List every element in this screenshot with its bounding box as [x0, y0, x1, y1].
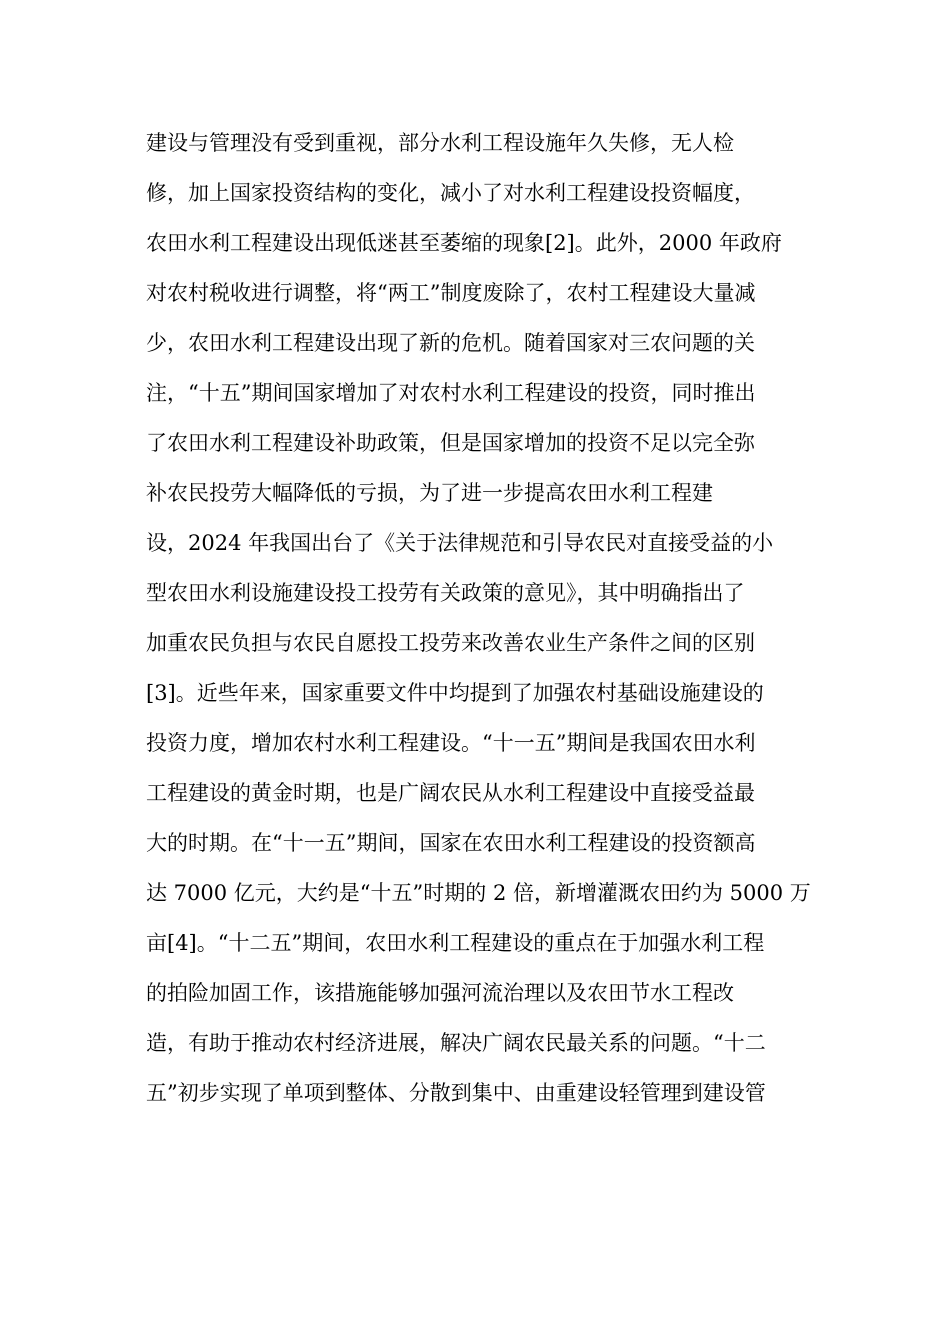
- text-line: 的拍险加固工作，该措施能够加强河流治理以及农田节水工程改: [146, 981, 734, 1005]
- text-line: 补农民投劳大幅降低的亏损，为了进一步提高农田水利工程建: [146, 481, 713, 505]
- text-line: 工程建设的黄金时期，也是广阔农民从水利工程建设中直接受益最: [146, 781, 755, 805]
- text-line: 建设与管理没有受到重视，部分水利工程设施年久失修，无人检: [146, 131, 734, 155]
- text-line: 设，2024 年我国出台了《关于法律规范和引导农民对直接受益的小: [146, 531, 774, 555]
- text-line: 农田水利工程建设出现低迷甚至萎缩的现象[2]。此外，2000 年政府: [146, 231, 782, 255]
- text-line: 注，“十五”期间国家增加了对农村水利工程建设的投资，同时推出: [146, 381, 756, 405]
- text-line: 少，农田水利工程建设出现了新的危机。随着国家对三农问题的关: [146, 331, 755, 355]
- text-line: 加重农民负担与农民自愿投工投劳来改善农业生产条件之间的区别: [146, 631, 755, 655]
- text-line: 修，加上国家投资结构的变化，减小了对水利工程建设投资幅度，: [146, 181, 755, 205]
- text-line: 对农村税收进行调整，将“两工”制度废除了，农村工程建设大量减: [146, 281, 756, 305]
- text-line: 了农田水利工程建设补助政策，但是国家增加的投资不足以完全弥: [146, 431, 755, 455]
- text-line: 大的时期。在“十一五”期间，国家在农田水利工程建设的投资额高: [146, 831, 756, 855]
- body-paragraph: [146, 118, 826, 1118]
- text-line: 型农田水利设施建设投工投劳有关政策的意见》，其中明确指出了: [146, 581, 745, 605]
- text-line: 亩[4]。“十二五”期间，农田水利工程建设的重点在于加强水利工程: [146, 931, 765, 955]
- text-line: 五”初步实现了单项到整体、分散到集中、由重建设轻管理到建设管: [146, 1081, 766, 1105]
- text-line: 达 7000 亿元，大约是“十五”时期的 2 倍，新增灌溉农田约为 5000 万: [146, 881, 811, 905]
- text-line: 投资力度，增加农村水利工程建设。“十一五”期间是我国农田水利: [146, 731, 756, 755]
- text-line: 造，有助于推动农村经济进展，解决广阔农民最关系的问题。“十二: [146, 1031, 766, 1055]
- text-line: [3]。近些年来，国家重要文件中均提到了加强农村基础设施建设的: [146, 681, 764, 705]
